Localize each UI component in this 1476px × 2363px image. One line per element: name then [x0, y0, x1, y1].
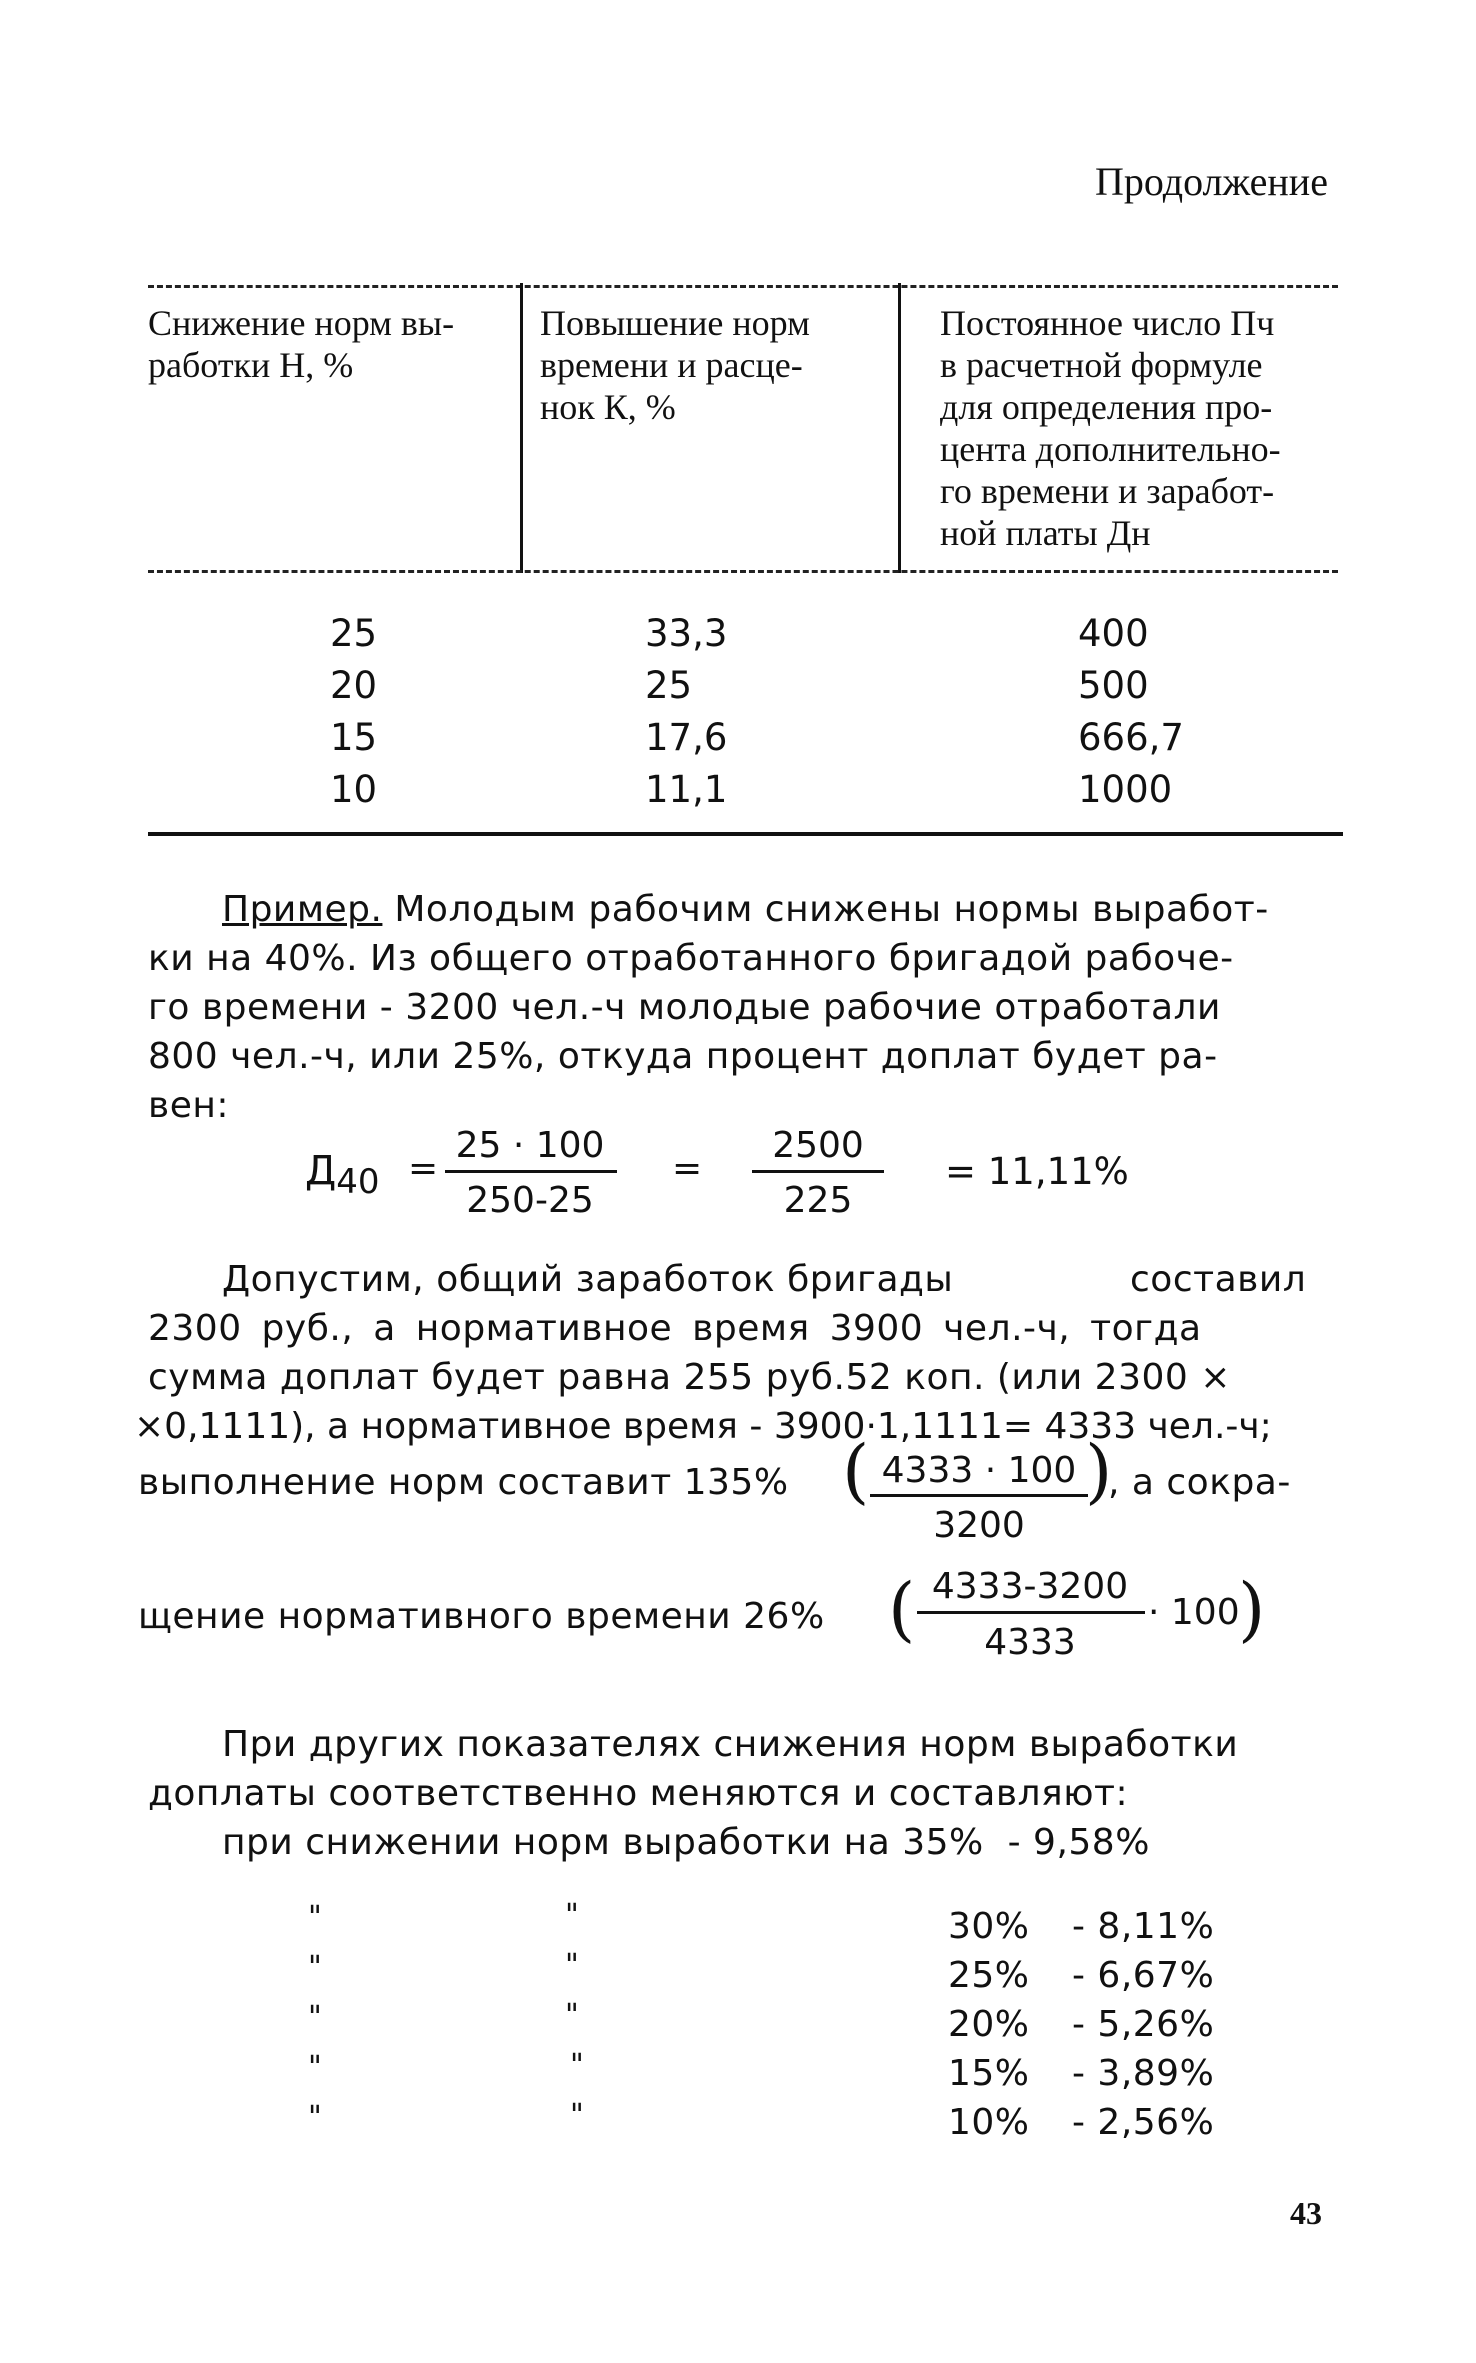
table-col-divider-1 [520, 283, 523, 573]
para-line: При других показателях снижения норм выработки [222, 1724, 1239, 1765]
table-cell: 400 [1078, 612, 1149, 655]
table-bottom-rule [148, 832, 1343, 836]
example-line: 800 чел.-ч, или 25%, откуда процент доплат будет ра- [148, 1036, 1218, 1077]
fraction-numerator: 4333-3200 [931, 1566, 1129, 1607]
list-value: - 2,56% [1072, 2102, 1215, 2143]
ditto-mark: " [570, 2048, 584, 2083]
ditto-mark: " [565, 1948, 579, 1983]
ditto-mark: " [308, 2100, 322, 2135]
para-line: ×0,1111), а нормативное время - 3900·1,1111= 4333 чел.-ч; [134, 1406, 1272, 1447]
ditto-mark: " [308, 1900, 322, 1935]
list-pct: 30% [948, 1906, 1030, 1947]
example-line: ки на 40%. Из общего отработанного бригадой рабоче- [148, 938, 1234, 979]
table-header-col1: Снижение норм вы- работки Н, % [148, 303, 455, 385]
table-cell: 500 [1078, 664, 1149, 707]
continuation-label: Продолжение [1095, 159, 1328, 204]
open-paren: ( [842, 1430, 870, 1512]
para-line: при снижении норм выработки на 35% - 9,58% [222, 1822, 1150, 1863]
example-line: Пример. Молодым рабочим снижены нормы выработ- [222, 889, 1269, 930]
example-label: Пример. [222, 889, 383, 930]
fraction-denominator: 225 [783, 1180, 853, 1221]
formula-eq: = [408, 1148, 439, 1189]
ditto-mark: " [565, 1998, 579, 2033]
fraction-multiplier: · 100 [1148, 1592, 1240, 1633]
table-header-col2: Повышение норм времени и расце- нок К, % [540, 303, 810, 427]
fraction-numerator: 2500 [772, 1125, 864, 1166]
para-line: щение нормативного времени 26% [138, 1596, 825, 1637]
table-cell: 25 [330, 612, 378, 655]
fraction-numerator: 25 · 100 [455, 1125, 605, 1166]
formula-lhs: $Д_{40}$ [305, 1148, 380, 1202]
para-line: , а сокра- [1108, 1462, 1291, 1503]
ditto-mark: " [570, 2098, 584, 2133]
table-header-rule [148, 570, 1338, 573]
list-value: - 8,11% [1072, 1906, 1215, 1947]
table-cell: 15 [330, 716, 378, 759]
page-number: 43 [1290, 2195, 1322, 2231]
example-line: го времени - 3200 чел.-ч молодые рабочие отработали [148, 987, 1221, 1028]
ditto-mark: " [565, 1898, 579, 1933]
open-paren: ( [888, 1568, 916, 1650]
table-cell: 666,7 [1078, 716, 1184, 759]
para-line: сумма доплат будет равна 255 руб.52 коп. (или 2300 × [148, 1357, 1231, 1398]
formula-result: = 11,11% [945, 1150, 1129, 1193]
list-value: - 6,67% [1072, 1955, 1215, 1996]
fraction-denominator: 250-25 [466, 1180, 594, 1221]
table-col-divider-2 [898, 283, 901, 573]
close-paren: ) [1085, 1430, 1113, 1512]
ditto-mark: " [308, 2050, 322, 2085]
table-top-rule [148, 285, 1338, 288]
list-pct: 15% [948, 2053, 1030, 2094]
list-pct: 20% [948, 2004, 1030, 2045]
ditto-mark: " [308, 2000, 322, 2035]
fraction-denominator: 3200 [933, 1505, 1025, 1546]
para-line: выполнение норм составит 135% [138, 1462, 789, 1503]
formula-eq: = [672, 1148, 703, 1189]
para-line: доплаты соответственно меняются и составляют: [148, 1773, 1129, 1814]
table-cell: 17,6 [645, 716, 728, 759]
close-paren: ) [1238, 1568, 1266, 1650]
ditto-mark: " [308, 1950, 322, 1985]
fraction-bar [752, 1170, 884, 1173]
table-cell: 33,3 [645, 612, 728, 655]
list-pct: 25% [948, 1955, 1030, 1996]
table-cell: 11,1 [645, 768, 728, 811]
fraction-bar [917, 1611, 1145, 1614]
table-cell: 1000 [1078, 768, 1173, 811]
table-cell: 20 [330, 664, 378, 707]
list-value: - 5,26% [1072, 2004, 1215, 2045]
table-cell: 10 [330, 768, 378, 811]
fraction-numerator: 4333 · 100 [881, 1450, 1077, 1491]
example-line: вен: [148, 1085, 230, 1126]
para-line: Допустим, общий заработок бригады [222, 1259, 954, 1300]
table-header-col3: Постоянное число Пч в расчетной формуле для определения про- цента дополнительно- го времени и заработ- ной платы Дн [940, 303, 1281, 553]
table-cell: 25 [645, 664, 693, 707]
fraction-denominator: 4333 [984, 1622, 1076, 1663]
list-pct: 10% [948, 2102, 1030, 2143]
para-line: составил [1130, 1259, 1307, 1300]
para-line: 2300 руб., а нормативное время 3900 чел.-ч, тогда [148, 1308, 1202, 1349]
list-value: - 3,89% [1072, 2053, 1215, 2094]
fraction-bar [870, 1494, 1088, 1497]
fraction-bar [445, 1170, 617, 1173]
